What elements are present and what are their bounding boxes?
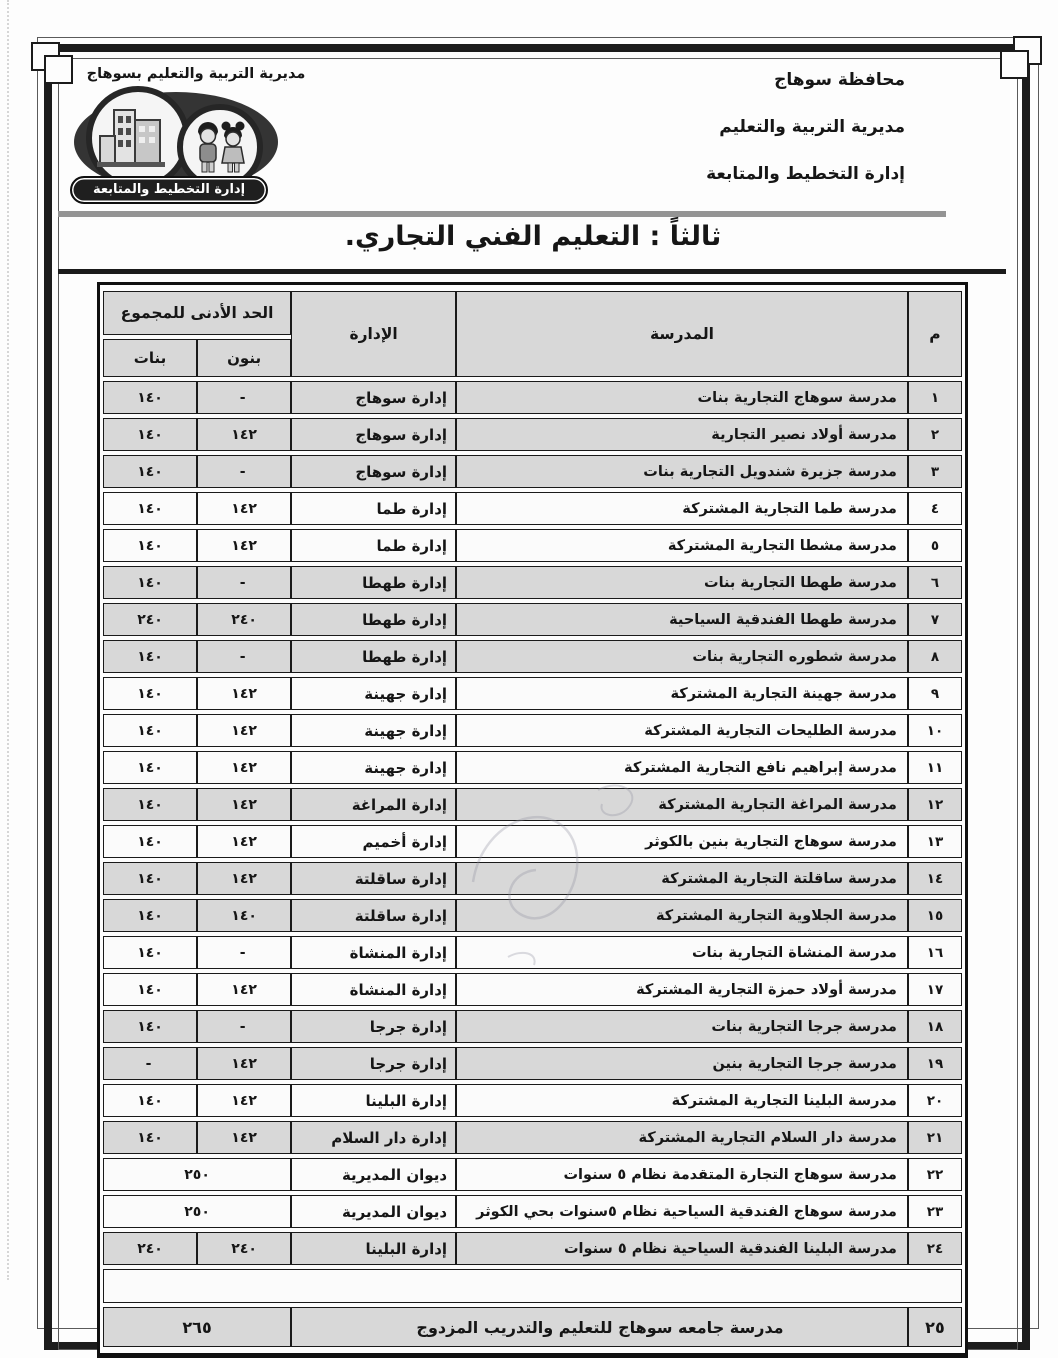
school-name-cell: مدرسة طهطا التجارية بنات [456,566,908,599]
administration-cell: إدارة المراغة [291,788,456,821]
table-row [103,1195,962,1228]
row-number-cell: ٩ [908,677,962,710]
col-header-admin: الإدارة [291,291,456,377]
table-header-row [103,291,962,335]
school-name-cell: مدرسة جامعه سوهاج للتعليم والتدريب المزدوج [291,1307,908,1347]
administration-cell: إدارة دار السلام [291,1121,456,1154]
table-row [103,492,962,525]
table-row [103,1084,962,1117]
administration-cell: إدارة طما [291,492,456,525]
row-number-cell: ١٧ [908,973,962,1006]
boys-min-cell: ١٤٢ [197,492,291,525]
table-row [103,381,962,414]
row-number-cell: ١٤ [908,862,962,895]
boys-min-cell: ١٤٠ [197,899,291,932]
pen-scribble-mark [438,762,708,997]
school-name-cell: مدرسة أولاد حمزة التجارية المشتركة [456,973,908,1006]
girls-min-cell: ١٤٠ [103,862,197,895]
table-row [103,1121,962,1154]
boys-min-cell: ١٤٢ [197,1047,291,1080]
table-row [103,1307,962,1347]
administration-cell: إدارة أخميم [291,825,456,858]
governorate-line: محافظة سوهاج [774,70,905,90]
girls-min-cell: ١٤٠ [103,714,197,747]
girls-min-cell: ١٤٠ [103,418,197,451]
boys-min-cell: ١٤٢ [197,418,291,451]
administration-cell: إدارة البلينا [291,1084,456,1117]
boys-min-cell: - [197,1010,291,1043]
school-name-cell: مدرسة سوهاج التجارية بنين بالكوثر [456,825,908,858]
school-name-cell: مدرسة سوهاج التجارية بنات [456,381,908,414]
girls-min-cell: ١٤٠ [103,751,197,784]
divider-gray [58,211,946,217]
page-title: ثالثاً : التعليم الفني التجاري. [344,221,722,252]
boys-min-cell: ٢٤٠ [197,603,291,636]
administration-cell: إدارة المنشاة [291,936,456,969]
boys-min-cell: ١٤٢ [197,529,291,562]
col-header-girls: بنات [103,339,197,377]
row-number-cell: ٢٥ [908,1307,962,1347]
directorate-logo [66,66,334,202]
boys-min-cell: - [197,640,291,673]
boys-min-cell: ١٤٢ [197,714,291,747]
girls-min-cell: ١٤٠ [103,1010,197,1043]
col-header-min-total: الحد الأدنى للمجموع [103,291,291,335]
boys-min-cell: - [197,566,291,599]
administration-cell: إدارة سوهاج [291,418,456,451]
boys-min-cell: ١٤٢ [197,788,291,821]
school-name-cell: مدرسة طما التجارية المشتركة [456,492,908,525]
school-name-cell: مدرسة مشطا التجارية المشتركة [456,529,908,562]
administration-cell: إدارة البلينا [291,1232,456,1265]
school-name-cell: مدرسة جزيرة شندويل التجارية بنات [456,455,908,488]
administration-cell: إدارة ساقلتة [291,899,456,932]
frame-corner-ornament-topright [1000,50,1029,79]
administration-cell: إدارة المنشاة [291,973,456,1006]
girls-min-cell: ٢٤٠ [103,1232,197,1265]
row-number-cell: ١٢ [908,788,962,821]
row-number-cell: ٢٢ [908,1158,962,1191]
directorate-line: مديرية التربية والتعليم [719,117,905,137]
administration-cell: إدارة سوهاج [291,381,456,414]
boys-min-cell: - [197,381,291,414]
school-name-cell: مدرسة المنشاة التجارية بنات [456,936,908,969]
school-name-cell: مدرسة أولاد نصير التجارية [456,418,908,451]
table-row [103,566,962,599]
school-name-cell: مدرسة البلينا الفندقية السياحية نظام ٥ سنوات [456,1232,908,1265]
table-row [103,455,962,488]
row-number-cell: ٧ [908,603,962,636]
administration-cell: ديوان المديرية [291,1195,456,1228]
school-name-cell: مدرسة سوهاج الفندقية السياحية نظام ٥سنوات بحي الكوثر [456,1195,908,1228]
girls-min-cell: ١٤٠ [103,899,197,932]
col-header-num: م [908,291,962,377]
administration-cell: إدارة ساقلتة [291,862,456,895]
girls-min-cell: ١٤٠ [103,529,197,562]
administration-cell: ديوان المديرية [291,1158,456,1191]
school-name-cell: مدرسة دار السلام التجارية المشتركة [456,1121,908,1154]
school-name-cell: مدرسة المراغة التجارية المشتركة [456,788,908,821]
row-number-cell: ١٩ [908,1047,962,1080]
boys-min-cell: - [197,936,291,969]
logo-ribbon: إدارة التخطيط والمتابعة [70,176,268,204]
col-header-school: المدرسة [456,291,908,377]
table-row [103,1047,962,1080]
boys-min-cell: - [197,455,291,488]
girls-min-cell: ١٤٠ [103,1121,197,1154]
table-row [103,603,962,636]
row-number-cell: ١١ [908,751,962,784]
divider-dark [58,269,1006,274]
girls-min-cell: ١٤٠ [103,973,197,1006]
school-name-cell: مدرسة الطليحات التجارية المشتركة [456,714,908,747]
girls-min-cell: ١٤٠ [103,492,197,525]
girls-min-cell: ١٤٠ [103,640,197,673]
girls-min-cell: ٢٤٠ [103,603,197,636]
administration-cell: إدارة طهطا [291,640,456,673]
girls-min-cell: ١٤٠ [103,381,197,414]
administration-cell: إدارة طما [291,529,456,562]
boys-min-cell: ١٤٢ [197,1121,291,1154]
girls-min-cell: ١٤٠ [103,566,197,599]
boys-min-cell: ١٤٢ [197,751,291,784]
girls-min-cell: ١٤٠ [103,788,197,821]
government-header [706,68,905,209]
table-row [103,418,962,451]
boys-min-cell: ١٤٢ [197,1084,291,1117]
min-total-cell: ٢٥٠ [103,1195,291,1228]
row-number-cell: ٨ [908,640,962,673]
table-row [103,1269,962,1303]
girls-min-cell: ١٤٠ [103,1084,197,1117]
logo-title: مديرية التربية والتعليم بسوهاج [86,66,306,82]
girls-min-cell: ١٤٠ [103,825,197,858]
boys-min-cell: ٢٤٠ [197,1232,291,1265]
row-number-cell: ٢ [908,418,962,451]
min-total-cell: ٢٦٥ [103,1307,291,1347]
boys-min-cell: ١٤٢ [197,862,291,895]
girls-min-cell: ١٤٠ [103,455,197,488]
row-number-cell: ٣ [908,455,962,488]
school-name-cell: مدرسة طهطا الفندقية السياحية [456,603,908,636]
table-row [103,529,962,562]
administration-cell: إدارة جهينة [291,714,456,747]
school-name-cell: مدرسة إبراهيم نافع التجارية المشتركة [456,751,908,784]
row-number-cell: ٢١ [908,1121,962,1154]
table-row [103,640,962,673]
administration-cell: إدارة جرجا [291,1047,456,1080]
school-name-cell: مدرسة ساقلتة التجارية المشتركة [456,862,908,895]
boys-min-cell: ١٤٢ [197,677,291,710]
row-number-cell: ٢٤ [908,1232,962,1265]
table-row [103,1010,962,1043]
girls-min-cell: ١٤٠ [103,677,197,710]
row-number-cell: ١٠ [908,714,962,747]
table-row [103,1158,962,1191]
row-number-cell: ١٣ [908,825,962,858]
row-number-cell: ١ [908,381,962,414]
row-number-cell: ٥ [908,529,962,562]
row-number-cell: ١٥ [908,899,962,932]
row-number-cell: ١٦ [908,936,962,969]
school-name-cell: مدرسة شطوره التجارية بنات [456,640,908,673]
administration-cell: إدارة طهطا [291,566,456,599]
school-name-cell: مدرسة البلينا التجارية المشتركة [456,1084,908,1117]
boys-min-cell: ١٤٢ [197,825,291,858]
logo-children-circle [180,107,260,187]
min-total-cell: ٢٥٠ [103,1158,291,1191]
row-number-cell: ٤ [908,492,962,525]
table-row [103,677,962,710]
girls-min-cell: ١٤٠ [103,936,197,969]
department-line: إدارة التخطيط والمتابعة [706,164,905,184]
scan-edge-line [7,0,9,1280]
school-name-cell: مدرسة جرجا التجارية بنين [456,1047,908,1080]
table-row [103,1232,962,1265]
table-row [103,714,962,747]
administration-cell: إدارة سوهاج [291,455,456,488]
col-header-boys: بنون [197,339,291,377]
school-name-cell: مدرسة جرجا التجارية بنات [456,1010,908,1043]
school-name-cell: مدرسة جهينة التجارية المشتركة [456,677,908,710]
boys-min-cell: ١٤٢ [197,973,291,1006]
row-number-cell: ١٨ [908,1010,962,1043]
empty-row-cell [103,1269,962,1303]
administration-cell: إدارة جرجا [291,1010,456,1043]
administration-cell: إدارة طهطا [291,603,456,636]
administration-cell: إدارة جهينة [291,677,456,710]
row-number-cell: ٢٠ [908,1084,962,1117]
school-name-cell: مدرسة الجلاوية التجارية المشتركة [456,899,908,932]
girls-min-cell: - [103,1047,197,1080]
school-name-cell: مدرسة سوهاج التجارة المتقدمة نظام ٥ سنوات [456,1158,908,1191]
administration-cell: إدارة جهينة [291,751,456,784]
row-number-cell: ٦ [908,566,962,599]
row-number-cell: ٢٣ [908,1195,962,1228]
